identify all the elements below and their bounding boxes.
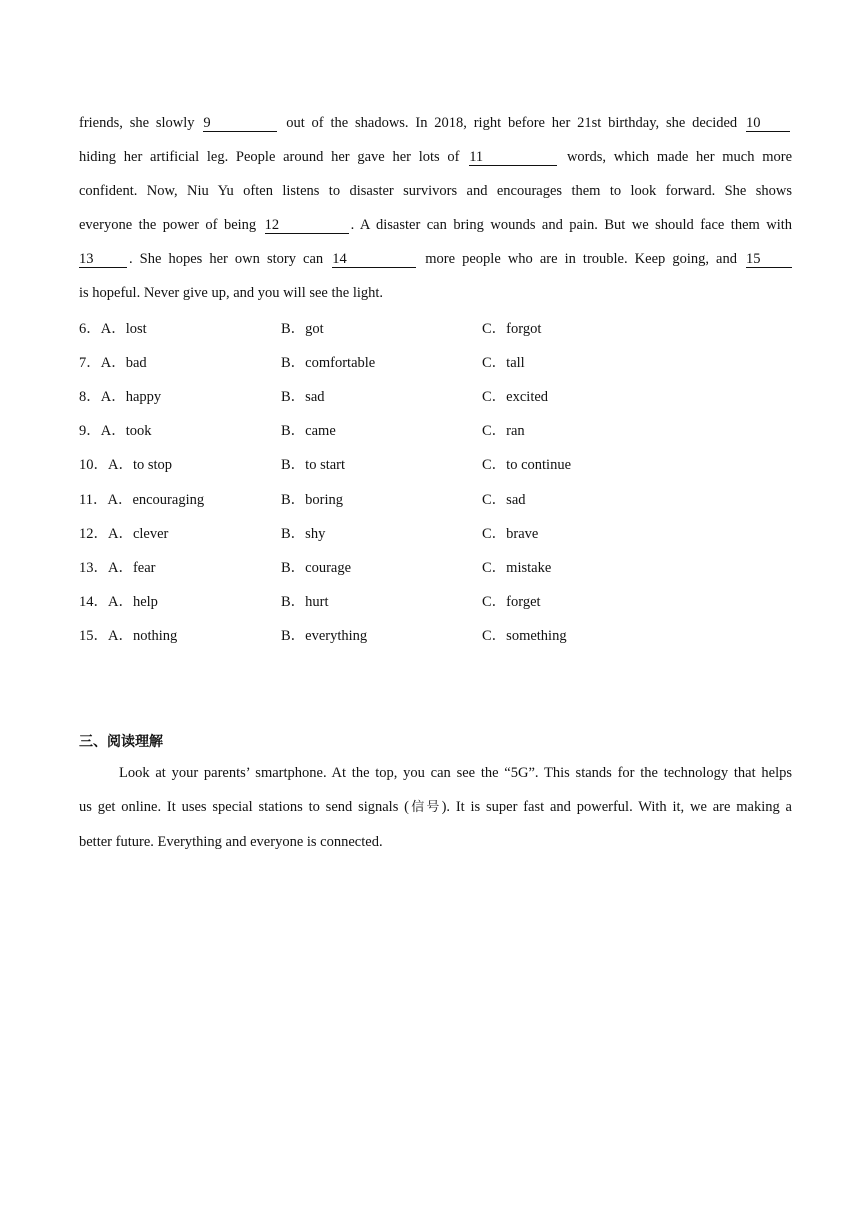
blank-11: 11 bbox=[469, 149, 557, 166]
option-c: C．mistake bbox=[482, 559, 552, 576]
passage-text: hiding her artificial leg. People around her gave her lots of bbox=[79, 149, 460, 165]
option-b: B．courage bbox=[281, 559, 352, 576]
option-b: B．everything bbox=[281, 628, 368, 645]
passage-text: out of the shadows. In 2018, right before her 21st birthday, she decided bbox=[286, 115, 738, 131]
option-row-15 bbox=[79, 618, 792, 652]
option-a: 9．A．took bbox=[79, 423, 152, 440]
option-row-13 bbox=[79, 549, 792, 583]
option-a: 11．A．encouraging bbox=[79, 491, 205, 508]
option-row-10 bbox=[79, 447, 792, 481]
passage-text: . A disaster can bring wounds and pain. But we should face them with bbox=[350, 217, 793, 233]
option-a: 8．A．happy bbox=[79, 388, 162, 405]
cloze-passage bbox=[79, 106, 792, 310]
passage-line-3 bbox=[79, 174, 792, 208]
option-row-14 bbox=[79, 584, 792, 618]
option-row-11 bbox=[79, 481, 792, 515]
blank-14: 14 bbox=[332, 251, 416, 268]
reading-line-3: better future. Everything and everyone is connected. bbox=[79, 834, 383, 850]
option-b: B．got bbox=[281, 320, 324, 337]
passage-text: more people who are in trouble. Keep going, and bbox=[425, 251, 737, 267]
reading-line-2: us get online. It uses special stations to send signals (信号). It is super fast and powerful. With it, we are making a bbox=[79, 799, 792, 815]
passage-text: friends, she slowly bbox=[79, 115, 195, 131]
option-a: 12．A．clever bbox=[79, 525, 169, 542]
option-a: 7．A．bad bbox=[79, 354, 147, 371]
blank-13: 13 bbox=[79, 251, 127, 268]
blank-10: 10 bbox=[746, 115, 790, 132]
option-c: C．brave bbox=[482, 525, 539, 542]
passage-line-4 bbox=[79, 208, 792, 242]
blank-12: 12 bbox=[265, 217, 349, 234]
option-b: B．boring bbox=[281, 491, 344, 508]
option-c: C．excited bbox=[482, 388, 549, 405]
reading-section bbox=[79, 728, 792, 859]
options-list bbox=[79, 310, 792, 652]
option-b: B．comfortable bbox=[281, 354, 376, 371]
option-c: C．sad bbox=[482, 491, 526, 508]
option-a: 6．A．lost bbox=[79, 320, 147, 337]
option-c: C．to continue bbox=[482, 457, 572, 474]
reading-line-1: Look at your parents’ smartphone. At the top, you can see the “5G”. This stands for the technology that helps bbox=[119, 765, 792, 781]
section-title: 三、阅读理解 bbox=[79, 734, 163, 750]
option-c: C．something bbox=[482, 628, 567, 645]
option-row-12 bbox=[79, 515, 792, 549]
option-a: 15．A．nothing bbox=[79, 628, 178, 645]
option-b: B．sad bbox=[281, 388, 325, 405]
blank-15: 15 bbox=[746, 251, 792, 268]
blank-9: 9 bbox=[203, 115, 277, 132]
option-a: 10．A．to stop bbox=[79, 457, 173, 474]
passage-text: words, which made her much more bbox=[566, 149, 793, 165]
reading-passage bbox=[79, 756, 792, 859]
option-b: B．shy bbox=[281, 525, 326, 542]
cloze-passage-area bbox=[79, 106, 792, 652]
passage-text: everyone the power of being bbox=[79, 217, 257, 233]
option-row-6 bbox=[79, 310, 792, 344]
option-b: B．to start bbox=[281, 457, 346, 474]
option-b: B．hurt bbox=[281, 594, 329, 611]
option-row-9 bbox=[79, 413, 792, 447]
option-b: B．came bbox=[281, 423, 336, 440]
option-a: 13．A．fear bbox=[79, 559, 156, 576]
passage-text: . She hopes her own story can bbox=[129, 251, 324, 267]
passage-text: confident. Now, Niu Yu often listens to disaster survivors and encourages them to look forward. She shows bbox=[79, 183, 792, 199]
passage-line-1 bbox=[79, 106, 792, 140]
option-c: C．tall bbox=[482, 354, 525, 371]
passage-line-5 bbox=[79, 242, 792, 276]
passage-line-6 bbox=[79, 276, 792, 310]
option-c: C．forgot bbox=[482, 320, 542, 337]
option-c: C．ran bbox=[482, 423, 525, 440]
passage-line-2 bbox=[79, 140, 792, 174]
option-row-8 bbox=[79, 378, 792, 412]
passage-text: is hopeful. Never give up, and you will see the light. bbox=[79, 285, 384, 301]
option-a: 14．A．help bbox=[79, 594, 158, 611]
option-c: C．forget bbox=[482, 594, 541, 611]
option-row-7 bbox=[79, 344, 792, 378]
